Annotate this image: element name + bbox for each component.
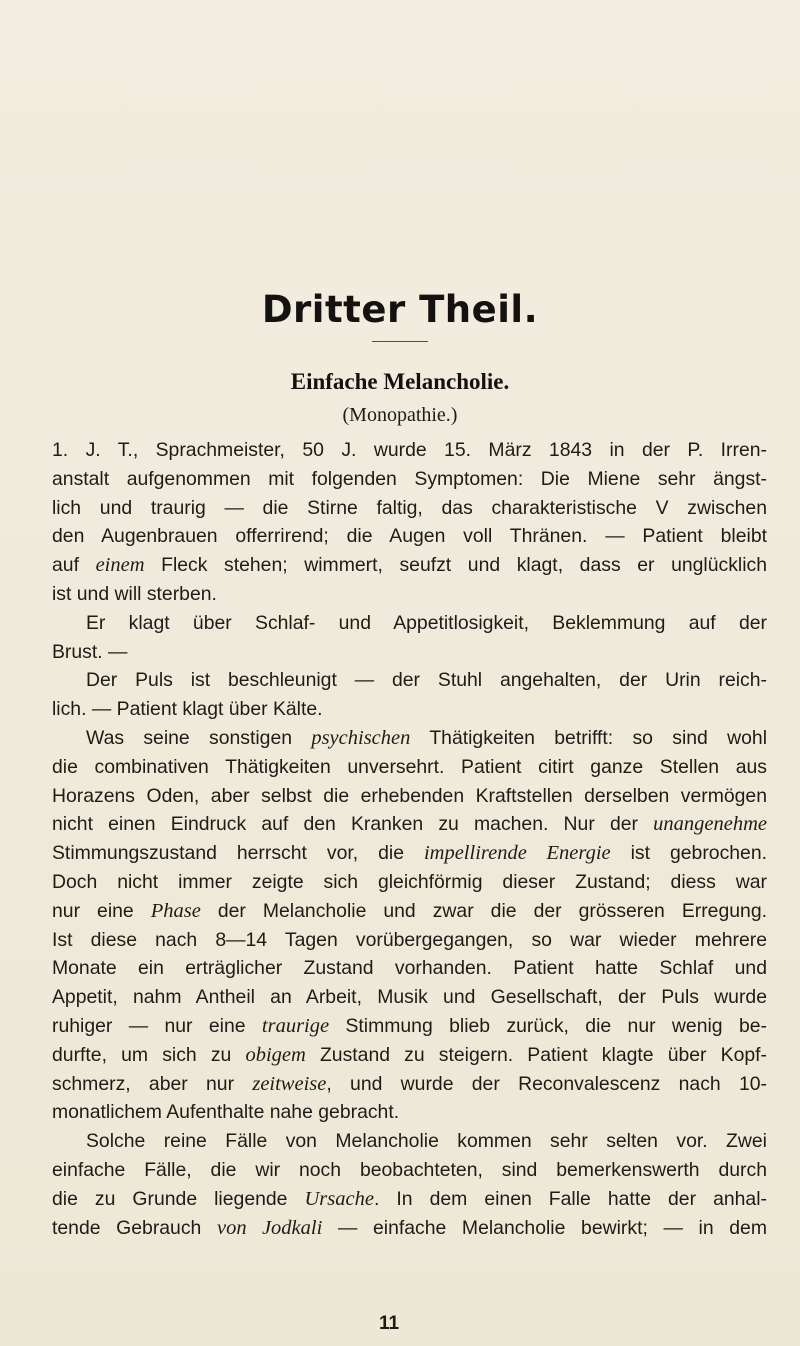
text-line: Der Puls ist beschleunigt — der Stuhl angehalten, der Urin reich- (86, 669, 767, 692)
emphasis: von Jodkali (216, 1216, 323, 1239)
text-line: einfache Fälle, die wir noch beobachteten, sind bemerkenswerth durch (52, 1158, 767, 1181)
text-line: nicht einen Eindruck auf den Kranken zu machen. Nur der unangenehme (52, 813, 767, 836)
text-line: ruhiger — nur eine traurige Stimmung blieb zurück, die nur wenig be- (52, 1014, 767, 1037)
emphasis: obigem (245, 1043, 306, 1066)
text-line: Horazens Oden, aber selbst die erhebenden Kraftstellen derselben vermögen (52, 784, 767, 807)
text-line: den Augenbrauen offerrirend; die Augen voll Thränen. — Patient bleibt (52, 525, 767, 548)
text-line: Er klagt über Schlaf- und Appetitlosigkeit, Beklemmung auf der (86, 611, 767, 634)
emphasis: zeitweise (252, 1072, 327, 1095)
section-subtitle: (Monopathie.) (342, 404, 458, 426)
text-line: auf einem Fleck stehen; wimmert, seufzt und klagt, dass er unglücklich (52, 554, 768, 577)
text-line: durfte, um sich zu obigem Zustand zu steigern. Patient klagte über Kopf- (52, 1043, 767, 1066)
text-line: 1. J. T., Sprachmeister, 50 J. wurde 15. März 1843 in der P. Irren- (52, 439, 767, 461)
text-line: Appetit, nahm Antheil an Arbeit, Musik und Gesellschaft, der Puls wurde (52, 986, 767, 1009)
text-line: tende Gebrauch von Jodkali — einfache Melancholie bewirkt; — in dem (52, 1216, 767, 1239)
page-number: 11 (379, 1313, 400, 1334)
text-line: Solche reine Fälle von Melancholie kommen sehr selten vor. Zwei (86, 1130, 767, 1153)
text-line: Ist diese nach 8—14 Tagen vorübergegangen, so war wieder mehrere (52, 928, 767, 951)
emphasis: unangenehme (653, 813, 767, 836)
title-divider (372, 341, 428, 342)
text-line: lich. — Patient klagt über Kälte. (52, 698, 323, 721)
section-title: Einfache Melancholie. (290, 369, 510, 394)
text-line: die combinativen Thätigkeiten unversehrt. Patient citirt ganze Stellen aus (52, 755, 767, 778)
emphasis: Phase (150, 899, 201, 922)
text-line: monatlichem Aufenthalte nahe gebracht. (52, 1101, 400, 1124)
text-line: lich und traurig — die Stirne faltig, das charakteristische V zwischen (52, 496, 767, 519)
text-line: ist und will sterben. (52, 582, 217, 605)
emphasis: impellirende Energie (423, 842, 611, 865)
emphasis: traurige (261, 1014, 330, 1037)
emphasis: einem (95, 554, 145, 577)
text-line: Was seine sonstigen psychischen Thätigkeiten betrifft: so sind wohl (86, 726, 767, 749)
text-line: Doch nicht immer zeigte sich gleichförmig dieser Zustand; diess war (52, 870, 767, 893)
text-line: Monate ein erträglicher Zustand vorhanden. Patient hatte Schlaf und (52, 957, 767, 980)
emphasis: Ursache (304, 1187, 374, 1210)
text-line: anstalt aufgenommen mit folgenden Symptomen: Die Miene sehr ängst- (52, 467, 767, 490)
text-line: die zu Grunde liegende Ursache. In dem einen Falle hatte der anhal- (52, 1187, 767, 1210)
text-line: Stimmungszustand herrscht vor, die impellirende Energie ist gebrochen. (52, 842, 768, 865)
text-line: nur eine Phase der Melancholie und zwar die der grösseren Erregung. (52, 899, 767, 922)
body-text (52, 436, 767, 1242)
emphasis: psychischen (311, 726, 411, 749)
text-line: schmerz, aber nur zeitweise, und wurde der Reconvalescenz nach 10- (52, 1072, 767, 1095)
part-title: Dritter Theil. (261, 288, 539, 331)
text-line: Brust. — (52, 640, 128, 663)
